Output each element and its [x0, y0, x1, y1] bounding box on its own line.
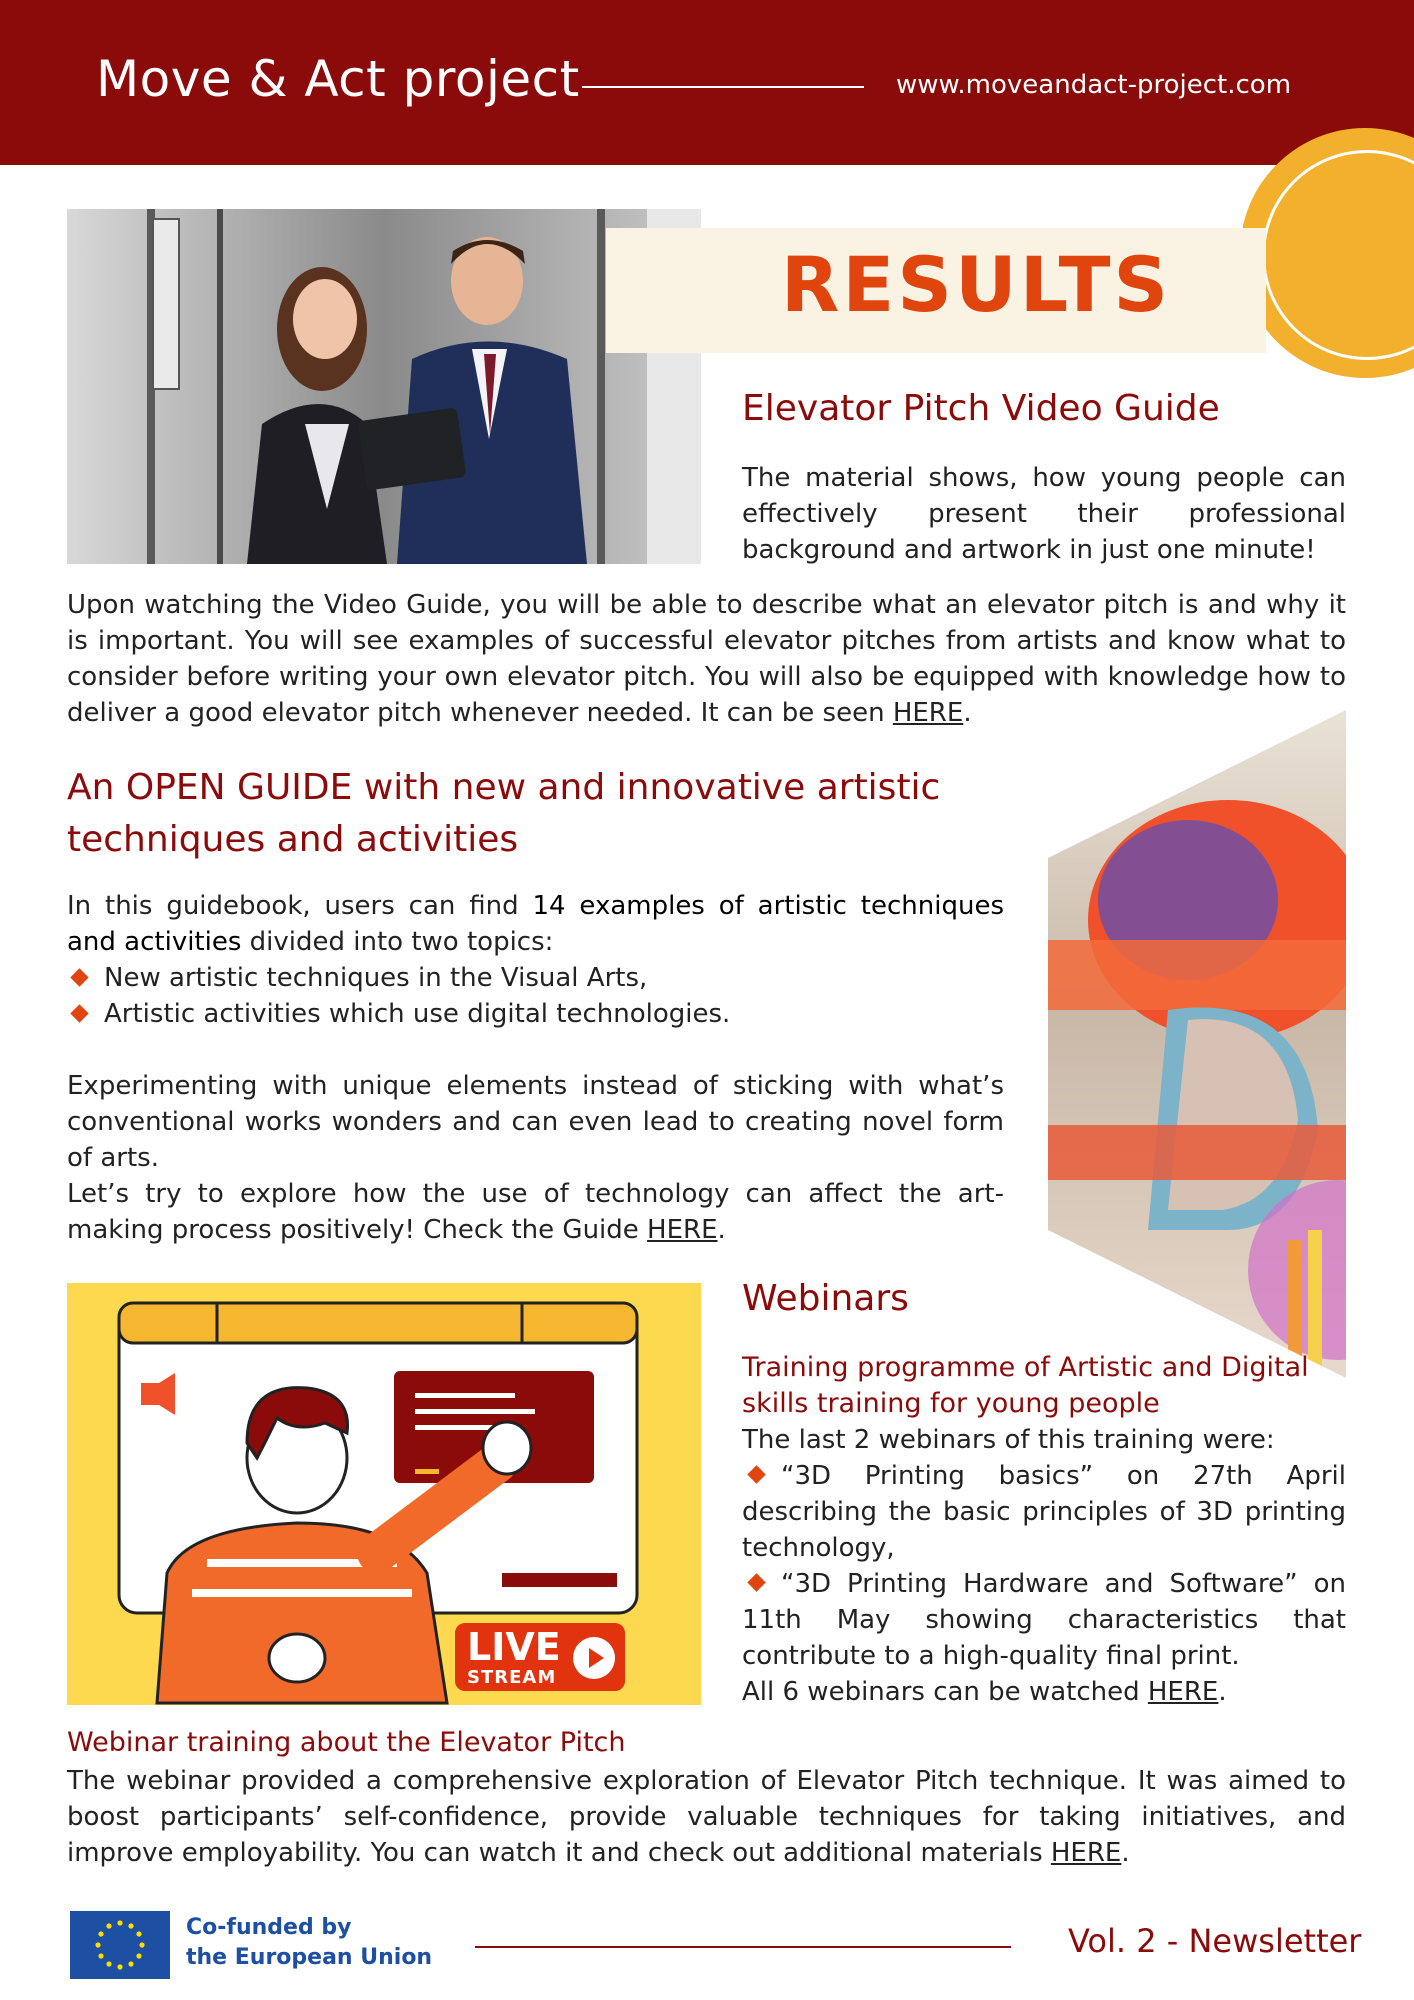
- results-heading: RESULTS: [780, 240, 1172, 329]
- open-guide-title: An OPEN GUIDE with new and innovative artistic techniques and activities: [67, 767, 941, 860]
- webinars-link[interactable]: HERE: [1147, 1677, 1219, 1707]
- webinars-title: Webinars: [742, 1278, 909, 1319]
- live-stream-badge: [455, 1623, 625, 1691]
- webinars-closing: [742, 1674, 1346, 1710]
- list-item: [67, 996, 1004, 1032]
- diamond-bullet-icon: [747, 1573, 765, 1591]
- live-stream-illustration: [67, 1283, 701, 1705]
- statue-art-image: [1048, 710, 1346, 1378]
- open-guide-bullet-1: New artistic techniques in the Visual Arts,: [104, 963, 648, 993]
- list-item: [742, 1566, 1346, 1674]
- diamond-bullet-icon: [747, 1465, 765, 1483]
- webinars-end: .: [1218, 1677, 1227, 1707]
- webinar-bullet-2: “3D Printing Hardware and Software” on 11th May showing characteristics that contribute to a high-quality final print.: [742, 1569, 1346, 1671]
- page-header: [0, 0, 1414, 165]
- header-divider: [582, 86, 864, 88]
- open-guide-link[interactable]: HERE: [647, 1215, 718, 1245]
- spacer: [67, 1032, 1004, 1068]
- project-url[interactable]: www.moveandact-project.com: [896, 70, 1292, 100]
- elevator-guide-title: Elevator Pitch Video Guide: [742, 388, 1220, 429]
- project-title: Move & Act project: [96, 50, 580, 108]
- diamond-bullet-icon: [70, 968, 88, 986]
- elevator-guide-end: .: [963, 698, 972, 728]
- live-label: LIVE: [467, 1625, 561, 1669]
- open-guide-intro-post: divided into two topics:: [241, 927, 554, 957]
- webinars-body: [742, 1422, 1346, 1710]
- elevator-webinar-body: [67, 1763, 1346, 1871]
- elevator-webinar-link[interactable]: HERE: [1050, 1838, 1122, 1868]
- stream-label: STREAM: [467, 1667, 557, 1688]
- elevator-webinar-text: The webinar provided a comprehensive exploration of Elevator Pitch technique. It was aimed to boost participants’ self-confidence, provide valuable techniques for taking initiatives, and improve employability. You can watch it and check out additional materials: [67, 1766, 1346, 1868]
- footer-divider: [475, 1946, 1011, 1948]
- eu-flag-icon: [70, 1911, 170, 1979]
- elevator-guide-text: Upon watching the Video Guide, you will be able to describe what an elevator pitch is and why it is important. You will see examples of successful elevator pitches from artists and know what to consider before writing your own elevator pitch. You will also be equipped with knowledge how to deliver a good elevator pitch whenever needed. It can be seen: [67, 590, 1346, 728]
- eu-line-1: Co-funded by: [186, 1915, 352, 1940]
- list-item: [67, 960, 1004, 996]
- diamond-bullet-icon: [70, 1004, 88, 1022]
- webinars-subtitle: Training programme of Artistic and Digital skills training for young people: [742, 1352, 1309, 1419]
- play-icon: [573, 1637, 615, 1679]
- elevator-guide-intro: The material shows, how young people can effectively present their professional background and artwork in just one minute!: [742, 463, 1346, 565]
- elevator-guide-link[interactable]: HERE: [892, 698, 964, 728]
- webinar-bullet-1: “3D Printing basics” on 27th April describing the basic principles of 3D printing technology,: [742, 1461, 1346, 1563]
- open-guide-para-2-text: Let’s try to explore how the use of technology can affect the art-making process positively! Check the Guide: [67, 1179, 1004, 1245]
- list-item: [742, 1458, 1346, 1566]
- eu-line-2: the European Union: [186, 1945, 433, 1970]
- elevator-webinar-title: Webinar training about the Elevator Pitch: [67, 1727, 626, 1758]
- newsletter-volume: Vol. 2 - Newsletter: [1068, 1922, 1362, 1960]
- open-guide-bullet-2: Artistic activities which use digital technologies.: [104, 999, 731, 1029]
- open-guide-end: .: [717, 1215, 726, 1245]
- webinars-intro: The last 2 webinars of this training were:: [742, 1425, 1275, 1455]
- elevator-webinar-end: .: [1121, 1838, 1130, 1868]
- open-guide-intro-pre: In this guidebook, users can find: [67, 891, 533, 921]
- eu-cofunded-label: [186, 1913, 432, 1973]
- open-guide-intro: [67, 888, 1004, 960]
- open-guide-body: [67, 888, 1004, 1248]
- open-guide-intro-strong: 14 examples of artistic techniques and activities: [67, 891, 1005, 957]
- open-guide-para-1: Experimenting with unique elements instead of sticking with what’s conventional works wonders and can even lead to creating novel form of arts.: [67, 1071, 1004, 1173]
- open-guide-para-2: [67, 1176, 1004, 1248]
- webinars-closing-text: All 6 webinars can be watched: [742, 1677, 1148, 1707]
